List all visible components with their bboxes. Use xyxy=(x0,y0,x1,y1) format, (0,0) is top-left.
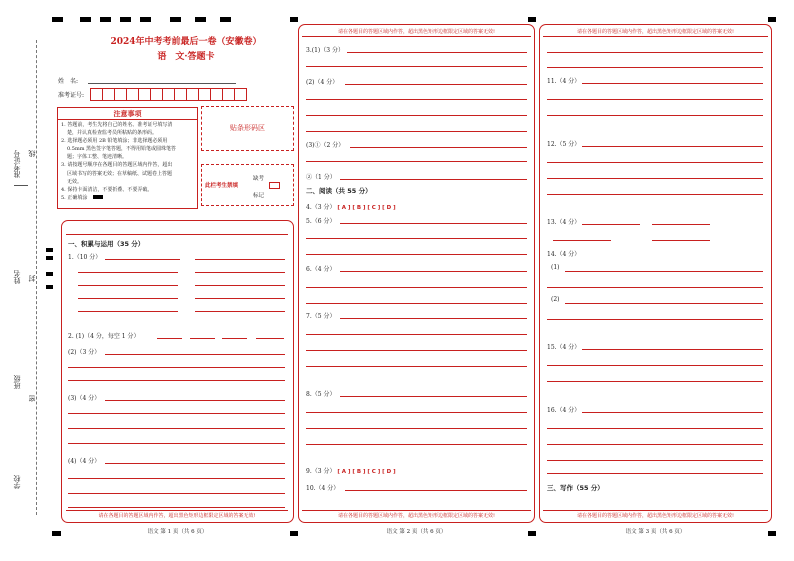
answer-line[interactable] xyxy=(306,366,527,367)
answer-line[interactable] xyxy=(157,338,182,339)
notice-divider xyxy=(302,36,531,37)
note-line: 楚，并认真检查监考员所粘贴的条形码。 xyxy=(67,130,158,137)
note-line: 1. 答题前，考生先将自己的姓名、准考证号填写清 xyxy=(61,122,173,128)
page3-footer: 语文 第 3 页（共 6 页） xyxy=(625,529,686,535)
timing-mark xyxy=(80,17,91,22)
answer-line[interactable] xyxy=(547,319,763,320)
timing-mark xyxy=(120,17,131,22)
q5-label: 5.（6 分） xyxy=(306,218,336,225)
notice-text: 请在各题目的答题区域内作答，超出黑色矩形边框限定区域的答案无效! xyxy=(576,513,734,519)
answer-line[interactable] xyxy=(345,84,527,85)
note-line: 无效。 xyxy=(67,178,83,185)
answer-line[interactable] xyxy=(652,240,710,241)
answer-line[interactable] xyxy=(195,259,285,260)
answer-line[interactable] xyxy=(78,311,178,312)
answer-line[interactable] xyxy=(68,478,285,479)
binding-bind-word: 密 xyxy=(28,395,36,402)
answer-line[interactable] xyxy=(306,287,527,288)
answer-line[interactable] xyxy=(547,52,763,53)
absent-label: 此栏考生禁填 xyxy=(205,183,239,189)
q1-label: 1.（10 分） xyxy=(68,254,102,261)
q3-label: (3)（4 分） xyxy=(68,395,101,402)
name-field[interactable] xyxy=(88,83,236,84)
page-title: 2024年中考考前最后一卷（安徽卷） xyxy=(110,37,262,47)
timing-mark xyxy=(528,17,536,22)
q3-2-label: (2)（4 分） xyxy=(306,79,339,86)
section-divider xyxy=(66,234,288,235)
q11-label: 11.（4 分） xyxy=(547,78,581,85)
timing-mark xyxy=(46,285,53,289)
section-1-title: 一、积累与运用（35 分） xyxy=(68,240,145,248)
timing-mark xyxy=(290,17,298,22)
binding-school: 学校 xyxy=(13,475,21,489)
q2-2-label: (2)（3 分） xyxy=(68,349,101,356)
answer-line[interactable] xyxy=(105,463,285,464)
answer-line[interactable] xyxy=(547,365,763,366)
answer-line[interactable] xyxy=(553,240,611,241)
timing-mark xyxy=(100,17,111,22)
notes-divider xyxy=(57,119,198,120)
answer-line[interactable] xyxy=(547,67,763,68)
notice-text: 请在各题目的答题区域内作答，超出黑色矩形边框限定区域的答案无效! xyxy=(337,29,495,35)
notice-divider xyxy=(66,510,288,511)
timing-mark xyxy=(220,17,231,22)
page2-footer: 语文 第 2 页（共 6 页） xyxy=(386,529,447,535)
answer-line[interactable] xyxy=(105,354,285,355)
answer-line[interactable] xyxy=(306,428,527,429)
answer-line[interactable] xyxy=(222,338,247,339)
binding-class: 班级 xyxy=(13,375,21,389)
answer-line[interactable] xyxy=(547,460,763,461)
q9-label xyxy=(306,466,396,475)
notes-title: 注意事项 xyxy=(113,109,142,118)
answer-line[interactable] xyxy=(547,178,763,179)
answer-line[interactable] xyxy=(306,99,527,100)
q3-1-label: 3.(1)（3 分） xyxy=(306,47,344,54)
answer-line[interactable] xyxy=(582,83,763,84)
answer-line[interactable] xyxy=(105,400,285,401)
notice-text: 请在各题目的答题区域内作答，超出黑色矩形边框限定区域的答案无效! xyxy=(576,29,734,35)
answer-line[interactable] xyxy=(582,349,763,350)
note-line: 区域书写的答案无效；在草稿纸、试题卷上答题 xyxy=(67,170,173,177)
answer-line[interactable] xyxy=(68,493,285,494)
answer-line[interactable] xyxy=(306,444,527,445)
q7-label: 7.（5 分） xyxy=(306,313,336,320)
q13-label: 13.（4 分） xyxy=(547,219,581,226)
q14-1-label: (1) xyxy=(551,264,560,271)
q9-text: 9.（3 分） xyxy=(306,468,336,475)
answer-line[interactable] xyxy=(195,272,285,273)
timing-mark xyxy=(195,17,206,22)
q15-label: 15.（4 分） xyxy=(547,344,581,351)
answer-line[interactable] xyxy=(306,254,527,255)
answer-line[interactable] xyxy=(68,367,285,368)
answer-line[interactable] xyxy=(306,238,527,239)
q6-label: 6.（4 分） xyxy=(306,266,336,273)
absent-word1: 缺考 xyxy=(253,176,265,182)
note-line: 3. 请按题号顺序在各题目的答题区域内作答，超出 xyxy=(61,162,173,169)
answer-line[interactable] xyxy=(195,298,285,299)
answer-line[interactable] xyxy=(350,147,527,148)
page-subtitle: 语 文·答题卡 xyxy=(157,52,215,62)
answer-line[interactable] xyxy=(547,115,763,116)
answer-line[interactable] xyxy=(582,412,763,413)
notice-divider xyxy=(543,510,768,511)
q4-options[interactable]: [ A ] [ B ] [ C ] [ D ] xyxy=(337,205,396,211)
q3-4-label: ②（1 分） xyxy=(306,174,336,181)
answer-line[interactable] xyxy=(347,52,527,53)
answer-line[interactable] xyxy=(306,334,527,335)
answer-line[interactable] xyxy=(340,396,527,397)
q10-label: 10.（4 分） xyxy=(306,485,340,492)
absent-word2: 标记 xyxy=(253,193,265,199)
answer-line[interactable] xyxy=(547,381,763,382)
answer-line[interactable] xyxy=(306,115,527,116)
binding-line-word: 线 xyxy=(28,150,36,157)
q4-text: 4.（3 分） xyxy=(306,204,336,211)
answer-line[interactable] xyxy=(340,179,527,180)
answer-line[interactable] xyxy=(78,285,178,286)
answer-line[interactable] xyxy=(547,473,763,474)
answer-line[interactable] xyxy=(78,298,178,299)
q3-3-label: (3)①（2 分） xyxy=(306,142,345,149)
binding-seal-word: 封 xyxy=(28,275,36,282)
answer-line[interactable] xyxy=(68,443,285,444)
notes-list xyxy=(61,121,176,202)
timing-mark xyxy=(140,17,151,22)
answer-line[interactable] xyxy=(345,490,527,491)
timing-mark xyxy=(52,17,63,22)
notice-divider xyxy=(302,510,531,511)
answer-line[interactable] xyxy=(306,412,527,413)
answer-line[interactable] xyxy=(68,380,285,381)
q9-options[interactable]: [ A ] [ B ] [ C ] [ D ] xyxy=(337,469,396,475)
note-line xyxy=(61,194,176,202)
exam-id-boxes[interactable] xyxy=(90,88,246,101)
answer-line[interactable] xyxy=(565,271,763,272)
notice-text: 请在各题目的答题区域内作答，超出黑色矩形边框限定区域的答案无效! xyxy=(337,513,495,519)
binding-name: 姓名 xyxy=(13,270,21,284)
answer-line[interactable] xyxy=(547,428,763,429)
note-line: 0.5mm 黑色签字笔答题，不得用铅笔或圆珠笔答 xyxy=(67,146,177,153)
answer-line[interactable] xyxy=(306,131,527,132)
answer-line[interactable] xyxy=(68,413,285,414)
exam-id-label: 准考证号: xyxy=(58,92,85,99)
timing-mark xyxy=(46,248,53,252)
answer-line[interactable] xyxy=(547,444,763,445)
q4-label xyxy=(306,202,396,211)
section-3-title: 三、写作（55 分） xyxy=(547,484,604,492)
filled-sample xyxy=(93,195,103,199)
notice-text: 请在各题目的答题区域内作答，超出黑色矩形边框限定区域的答案无效! xyxy=(98,513,256,519)
section-2-title: 二、阅读（共 55 分） xyxy=(306,187,372,195)
page1-footer: 语文 第 1 页（共 6 页） xyxy=(147,529,208,535)
binding-underline xyxy=(14,185,28,186)
answer-line[interactable] xyxy=(68,507,285,508)
absent-checkbox[interactable] xyxy=(269,182,280,189)
note-line: 4. 保持卡面清洁，不要折叠、不要弄破。 xyxy=(61,186,153,193)
timing-mark xyxy=(170,17,181,22)
q16-label: 16.（4 分） xyxy=(547,407,581,414)
q12-label: 12.（5 分） xyxy=(547,141,581,148)
answer-line[interactable] xyxy=(340,223,527,224)
answer-line[interactable] xyxy=(652,224,710,225)
note-line: 题；字体工整、笔迹清晰。 xyxy=(67,154,128,161)
answer-line[interactable] xyxy=(547,99,763,100)
binding-exam-id: 准考证号 xyxy=(13,150,21,178)
answer-line[interactable] xyxy=(582,146,763,147)
answer-line[interactable] xyxy=(547,162,763,163)
answer-line[interactable] xyxy=(68,428,285,429)
answer-line[interactable] xyxy=(340,318,527,319)
answer-line[interactable] xyxy=(195,285,285,286)
timing-mark xyxy=(768,17,776,22)
q14-2-label: (2) xyxy=(551,296,560,303)
answer-line[interactable] xyxy=(547,194,763,195)
timing-mark xyxy=(52,531,61,536)
answer-line[interactable] xyxy=(190,338,215,339)
name-label: 姓 名: xyxy=(58,78,79,85)
barcode-label: 贴条形码区 xyxy=(230,124,265,132)
answer-line[interactable] xyxy=(582,224,640,225)
answer-line[interactable] xyxy=(340,271,527,272)
answer-line[interactable] xyxy=(195,311,285,312)
answer-line[interactable] xyxy=(306,303,527,304)
q8-label: 8.（5 分） xyxy=(306,391,336,398)
answer-line[interactable] xyxy=(78,272,178,273)
answer-line[interactable] xyxy=(306,66,527,67)
answer-line[interactable] xyxy=(256,338,284,339)
note-line: 2. 选择题必须用 2B 铅笔填涂；非选择题必须用 xyxy=(61,138,168,145)
q14-label: 14.（4 分） xyxy=(547,251,581,258)
q2-1-label: 2. (1)（4 分，每空 1 分） xyxy=(68,333,140,340)
answer-line[interactable] xyxy=(306,161,527,162)
answer-line[interactable] xyxy=(306,350,527,351)
q4-label: (4)（4 分） xyxy=(68,458,101,465)
answer-line[interactable] xyxy=(565,303,763,304)
answer-line[interactable] xyxy=(105,259,180,260)
timing-mark xyxy=(46,272,53,276)
timing-mark xyxy=(46,256,53,260)
note-line-text: 5. 正确填涂 xyxy=(61,194,88,201)
answer-line[interactable] xyxy=(547,287,763,288)
notice-divider xyxy=(543,36,768,37)
